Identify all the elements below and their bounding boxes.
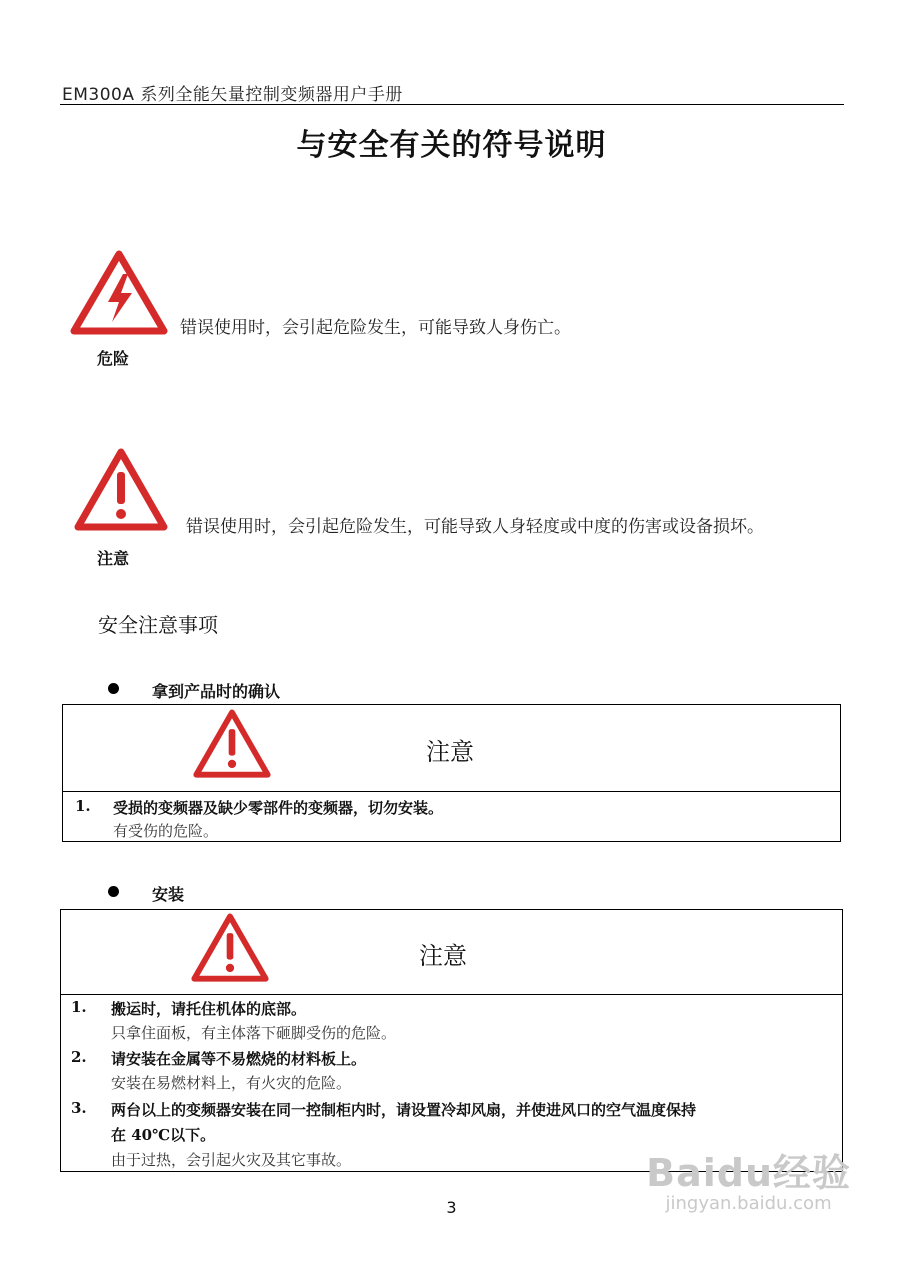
caution-label: 注意 <box>97 549 130 568</box>
item-title-continued: 在 40℃以下。 <box>111 1126 216 1144</box>
item-number: 1. <box>71 998 87 1016</box>
caution-box-installation <box>60 909 843 1172</box>
item-title: 请安装在金属等不易燃烧的材料板上。 <box>111 1050 367 1068</box>
item-description: 由于过热，会引起火灾及其它事故。 <box>111 1151 352 1169</box>
item-number: 2. <box>71 1048 87 1066</box>
header-divider <box>60 104 844 105</box>
item-description: 安装在易燃材料上，有火灾的危险。 <box>111 1074 352 1092</box>
item-title: 受损的变频器及缺少零部件的变频器，切勿安装。 <box>113 799 444 817</box>
item-title: 搬运时，请托住机体的底部。 <box>111 1000 307 1018</box>
item-description: 有受伤的危险。 <box>113 822 219 840</box>
caution-box-receipt <box>62 704 841 842</box>
caution-box-header <box>61 910 842 995</box>
safety-heading: 安全注意事项 <box>98 613 218 637</box>
page-title: 与安全有关的符号说明 <box>296 128 607 163</box>
item-number: 3. <box>71 1099 87 1117</box>
item-title: 两台以上的变频器安装在同一控制柜内时，请设置冷却风扇，并使进风口的空气温度保持 <box>111 1101 697 1119</box>
page-number: 3 <box>446 1198 457 1217</box>
bullet-point <box>108 886 119 897</box>
caution-box-header <box>63 705 840 792</box>
section-title-receipt: 拿到产品时的确认 <box>152 682 281 701</box>
item-description: 只拿住面板，有主体落下砸脚受伤的危险。 <box>111 1024 397 1042</box>
exclamation-warning-icon <box>74 448 168 532</box>
danger-label: 危险 <box>97 349 130 368</box>
danger-description: 错误使用时，会引起危险发生，可能导致人身伤亡。 <box>180 318 571 338</box>
caution-box-title: 注意 <box>419 942 467 970</box>
high-voltage-warning-icon <box>70 250 168 336</box>
exclamation-warning-icon <box>191 913 269 983</box>
manual-header-title: EM300A 系列全能矢量控制变频器用户手册 <box>62 85 403 105</box>
watermark-url: jingyan.baidu.com <box>665 1193 832 1214</box>
section-title-installation: 安装 <box>152 885 185 904</box>
item-number: 1. <box>75 797 91 815</box>
caution-box-title: 注意 <box>426 738 474 766</box>
caution-description: 错误使用时，会引起危险发生，可能导致人身轻度或中度的伤害或设备损坏。 <box>186 517 764 537</box>
exclamation-warning-icon <box>193 709 271 779</box>
watermark-logo: Baidu经验 <box>646 1151 851 1195</box>
baidu-watermark <box>646 1142 851 1214</box>
bullet-point <box>108 683 119 694</box>
